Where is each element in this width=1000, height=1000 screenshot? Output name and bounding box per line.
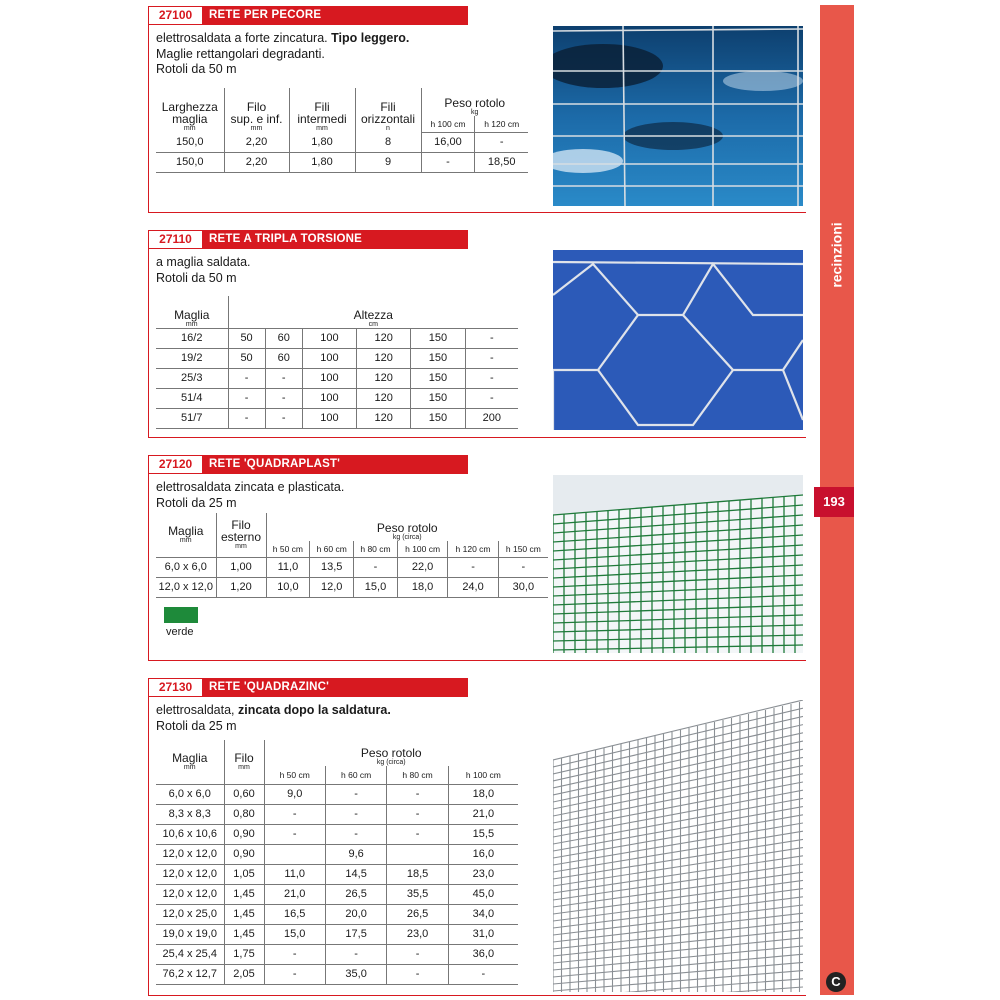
section-header bbox=[148, 230, 468, 249]
table-cell: 23,0 bbox=[448, 864, 518, 884]
desc-text: a maglia saldata. bbox=[156, 255, 251, 269]
table-cell: 1,45 bbox=[224, 884, 264, 904]
table-cell: - bbox=[325, 784, 386, 804]
table-cell: 22,0 bbox=[397, 557, 447, 577]
color-swatch-green bbox=[164, 607, 198, 623]
table-cell: 19,0 x 19,0 bbox=[156, 924, 224, 944]
table-cell: 0,80 bbox=[224, 804, 264, 824]
table-row bbox=[156, 368, 518, 388]
col-header: Maglia mm bbox=[156, 740, 224, 784]
table-cell: - bbox=[387, 964, 448, 984]
table-cell: 21,0 bbox=[264, 884, 325, 904]
hexagonal-mesh-photo bbox=[553, 250, 803, 430]
galvanized-mesh-photo bbox=[553, 700, 803, 992]
table-cell: 51/4 bbox=[156, 388, 228, 408]
table-cell: 9,0 bbox=[264, 784, 325, 804]
col-header: Maglia mm bbox=[156, 296, 228, 328]
table-cell: 100 bbox=[302, 368, 356, 388]
table-cell: 150 bbox=[411, 368, 465, 388]
table-cell: 11,0 bbox=[266, 557, 310, 577]
table-cell: - bbox=[448, 557, 498, 577]
col-header: Filo esterno mm bbox=[216, 513, 266, 557]
table-cell: 6,0 x 6,0 bbox=[156, 784, 224, 804]
spec-table bbox=[156, 296, 518, 429]
table-row bbox=[156, 408, 518, 428]
table-cell: 18,5 bbox=[387, 864, 448, 884]
table-cell: 100 bbox=[302, 348, 356, 368]
table-cell: 18,50 bbox=[475, 152, 528, 172]
table-cell: - bbox=[264, 824, 325, 844]
table-cell: - bbox=[264, 964, 325, 984]
col-header: Peso rotolo kg bbox=[421, 88, 528, 116]
table-cell: - bbox=[265, 368, 302, 388]
green-mesh-photo bbox=[553, 475, 803, 653]
table-row bbox=[156, 132, 528, 152]
table-cell: 30,0 bbox=[498, 577, 548, 597]
table-cell: 10,6 x 10,6 bbox=[156, 824, 224, 844]
table-cell: 18,0 bbox=[397, 577, 447, 597]
spec-table bbox=[156, 513, 548, 598]
table-cell: 12,0 x 12,0 bbox=[156, 844, 224, 864]
table-cell: 0,90 bbox=[224, 844, 264, 864]
table-cell: 10,0 bbox=[266, 577, 310, 597]
table-cell: - bbox=[475, 132, 528, 152]
col-header: Altezza cm bbox=[228, 296, 518, 328]
table-cell: 150 bbox=[411, 388, 465, 408]
table-row bbox=[156, 784, 518, 804]
table-cell: 15,0 bbox=[354, 577, 398, 597]
table-cell: 25/3 bbox=[156, 368, 228, 388]
table-row bbox=[156, 328, 518, 348]
sheep-fence-photo bbox=[553, 26, 803, 206]
product-code: 27120 bbox=[148, 455, 203, 474]
table-cell: - bbox=[265, 408, 302, 428]
table-cell: 19/2 bbox=[156, 348, 228, 368]
table-cell: - bbox=[228, 408, 265, 428]
table-row bbox=[156, 944, 518, 964]
table-row bbox=[156, 844, 518, 864]
table-cell: 6,0 x 6,0 bbox=[156, 557, 216, 577]
table-cell: 120 bbox=[357, 348, 411, 368]
sub-header: h 60 cm bbox=[325, 766, 386, 784]
table-cell: - bbox=[325, 804, 386, 824]
table-row bbox=[156, 804, 518, 824]
product-description bbox=[156, 31, 409, 78]
table-cell: - bbox=[387, 804, 448, 824]
table-cell: 1,45 bbox=[224, 904, 264, 924]
product-code: 27110 bbox=[148, 230, 203, 249]
table-cell: 12,0 x 12,0 bbox=[156, 577, 216, 597]
table-cell: 20,0 bbox=[325, 904, 386, 924]
section-header bbox=[148, 455, 468, 474]
sidebar-label: recinzioni bbox=[829, 222, 846, 288]
table-cell: - bbox=[448, 964, 518, 984]
table-cell: 0,60 bbox=[224, 784, 264, 804]
col-header: Filo mm bbox=[224, 740, 264, 784]
section-header bbox=[148, 678, 468, 697]
table-cell: 0,90 bbox=[224, 824, 264, 844]
table-cell: 12,0 x 12,0 bbox=[156, 884, 224, 904]
col-header: Fili orizzontali n bbox=[355, 88, 421, 132]
col-header: Filo sup. e inf. mm bbox=[224, 88, 289, 132]
table-row bbox=[156, 964, 518, 984]
table-cell: 9,6 bbox=[325, 844, 386, 864]
sub-header: h 120 cm bbox=[448, 541, 498, 557]
product-description bbox=[156, 255, 251, 286]
table-cell: 35,5 bbox=[387, 884, 448, 904]
table-cell: 12,0 bbox=[310, 577, 354, 597]
table-cell: 60 bbox=[265, 348, 302, 368]
product-code: 27130 bbox=[148, 678, 203, 697]
col-header: Maglia mm bbox=[156, 513, 216, 557]
table-cell: 21,0 bbox=[448, 804, 518, 824]
table-cell: 16,00 bbox=[421, 132, 475, 152]
table-cell: - bbox=[465, 388, 518, 408]
table-cell: 12,0 x 25,0 bbox=[156, 904, 224, 924]
desc-text: Maglie rettangolari degradanti. bbox=[156, 46, 325, 61]
sub-header: h 80 cm bbox=[387, 766, 448, 784]
desc-text: Rotoli da 25 m bbox=[156, 495, 237, 510]
table-cell: 1,80 bbox=[289, 152, 355, 172]
table-cell: 13,5 bbox=[310, 557, 354, 577]
desc-text: elettrosaldata zincata e plasticata. bbox=[156, 480, 345, 494]
sub-header: h 150 cm bbox=[498, 541, 548, 557]
sub-header: h 60 cm bbox=[310, 541, 354, 557]
table-cell: - bbox=[387, 824, 448, 844]
table-cell: 76,2 x 12,7 bbox=[156, 964, 224, 984]
desc-text: elettrosaldata a forte zincatura. bbox=[156, 31, 332, 45]
desc-bold: Tipo leggero. bbox=[331, 31, 410, 45]
table-cell: 34,0 bbox=[448, 904, 518, 924]
sub-header: h 100 cm bbox=[448, 766, 518, 784]
table-cell: 150 bbox=[411, 408, 465, 428]
table-cell: 31,0 bbox=[448, 924, 518, 944]
table-cell: - bbox=[264, 944, 325, 964]
sub-header: h 50 cm bbox=[264, 766, 325, 784]
product-title: RETE 'QUADRAZINC' bbox=[203, 678, 468, 697]
table-cell: 50 bbox=[228, 348, 265, 368]
table-row bbox=[156, 864, 518, 884]
table-cell: 100 bbox=[302, 408, 356, 428]
table-cell: 100 bbox=[302, 388, 356, 408]
table-cell: 23,0 bbox=[387, 924, 448, 944]
desc-text: elettrosaldata, bbox=[156, 703, 238, 717]
table-cell: 1,05 bbox=[224, 864, 264, 884]
table-cell: 16,5 bbox=[264, 904, 325, 924]
sub-header: h 120 cm bbox=[475, 116, 528, 132]
swatch-label: verde bbox=[166, 626, 194, 638]
table-row bbox=[156, 904, 518, 924]
section-27130 bbox=[148, 678, 806, 996]
table-row bbox=[156, 388, 518, 408]
table-cell: - bbox=[465, 348, 518, 368]
desc-text: Rotoli da 50 m bbox=[156, 62, 237, 76]
spec-table bbox=[156, 740, 518, 985]
table-cell: 11,0 bbox=[264, 864, 325, 884]
table-cell: 150 bbox=[411, 348, 465, 368]
table-cell: 8 bbox=[355, 132, 421, 152]
table-cell: 1,75 bbox=[224, 944, 264, 964]
product-description bbox=[156, 480, 344, 511]
col-header: Peso rotolo kg (circa) bbox=[264, 740, 518, 766]
desc-text: Rotoli da 50 m bbox=[156, 270, 237, 285]
col-header: Larghezza maglia mm bbox=[161, 100, 218, 132]
table-row bbox=[156, 152, 528, 172]
table-cell: 100 bbox=[302, 328, 356, 348]
table-row bbox=[156, 824, 518, 844]
page-number: 193 bbox=[814, 487, 854, 517]
table-cell: 17,5 bbox=[325, 924, 386, 944]
table-cell: 2,20 bbox=[224, 132, 289, 152]
sub-header: h 50 cm bbox=[266, 541, 310, 557]
table-cell bbox=[264, 844, 325, 864]
section-27100 bbox=[148, 6, 806, 213]
table-row bbox=[156, 577, 548, 597]
table-cell: - bbox=[465, 328, 518, 348]
desc-text: Rotoli da 25 m bbox=[156, 718, 237, 733]
table-cell: 15,0 bbox=[264, 924, 325, 944]
table-cell: - bbox=[421, 152, 475, 172]
table-cell: 2,05 bbox=[224, 964, 264, 984]
sub-header: h 100 cm bbox=[421, 116, 475, 132]
table-cell bbox=[387, 844, 448, 864]
table-cell: 120 bbox=[357, 368, 411, 388]
section-27110 bbox=[148, 230, 806, 438]
table-cell: 15,5 bbox=[448, 824, 518, 844]
table-cell: 36,0 bbox=[448, 944, 518, 964]
table-cell: 26,5 bbox=[387, 904, 448, 924]
table-cell: - bbox=[325, 944, 386, 964]
spec-table bbox=[156, 88, 528, 173]
table-cell: - bbox=[498, 557, 548, 577]
product-title: RETE PER PECORE bbox=[203, 6, 468, 25]
table-cell: 45,0 bbox=[448, 884, 518, 904]
table-cell: 150,0 bbox=[156, 152, 224, 172]
table-row bbox=[156, 557, 548, 577]
table-cell: - bbox=[387, 944, 448, 964]
brand-logo-icon: C bbox=[826, 972, 846, 992]
product-title: RETE A TRIPLA TORSIONE bbox=[203, 230, 468, 249]
table-cell: 150,0 bbox=[156, 132, 224, 152]
table-cell: - bbox=[325, 824, 386, 844]
table-cell: - bbox=[228, 368, 265, 388]
table-cell: 1,20 bbox=[216, 577, 266, 597]
table-cell: 2,20 bbox=[224, 152, 289, 172]
table-cell: - bbox=[387, 784, 448, 804]
sub-header: h 100 cm bbox=[397, 541, 447, 557]
table-cell: 1,45 bbox=[224, 924, 264, 944]
sub-header: h 80 cm bbox=[354, 541, 398, 557]
table-cell: - bbox=[265, 388, 302, 408]
table-cell: - bbox=[354, 557, 398, 577]
product-code: 27100 bbox=[148, 6, 203, 25]
table-cell: 12,0 x 12,0 bbox=[156, 864, 224, 884]
table-row bbox=[156, 348, 518, 368]
table-cell: 8,3 x 8,3 bbox=[156, 804, 224, 824]
table-cell: - bbox=[228, 388, 265, 408]
section-27120 bbox=[148, 455, 806, 661]
col-header: Fili intermedi mm bbox=[289, 88, 355, 132]
product-description bbox=[156, 703, 391, 734]
table-cell: - bbox=[264, 804, 325, 824]
section-header bbox=[148, 6, 468, 25]
table-cell: 35,0 bbox=[325, 964, 386, 984]
col-header: Peso rotolo kg (circa) bbox=[266, 513, 548, 541]
table-cell: 150 bbox=[411, 328, 465, 348]
table-cell: 18,0 bbox=[448, 784, 518, 804]
table-cell: 16,0 bbox=[448, 844, 518, 864]
desc-bold: zincata dopo la saldatura. bbox=[238, 703, 391, 717]
table-cell: 120 bbox=[357, 388, 411, 408]
table-cell: 16/2 bbox=[156, 328, 228, 348]
table-cell: 120 bbox=[357, 408, 411, 428]
table-cell: 9 bbox=[355, 152, 421, 172]
table-row bbox=[156, 884, 518, 904]
table-cell: 120 bbox=[357, 328, 411, 348]
table-cell: 60 bbox=[265, 328, 302, 348]
table-cell: 200 bbox=[465, 408, 518, 428]
table-cell: 24,0 bbox=[448, 577, 498, 597]
table-cell: 51/7 bbox=[156, 408, 228, 428]
table-cell: 1,80 bbox=[289, 132, 355, 152]
table-cell: 26,5 bbox=[325, 884, 386, 904]
product-title: RETE 'QUADRAPLAST' bbox=[203, 455, 468, 474]
table-cell: - bbox=[465, 368, 518, 388]
table-cell: 25,4 x 25,4 bbox=[156, 944, 224, 964]
table-row bbox=[156, 924, 518, 944]
table-cell: 14,5 bbox=[325, 864, 386, 884]
table-cell: 50 bbox=[228, 328, 265, 348]
table-cell: 1,00 bbox=[216, 557, 266, 577]
